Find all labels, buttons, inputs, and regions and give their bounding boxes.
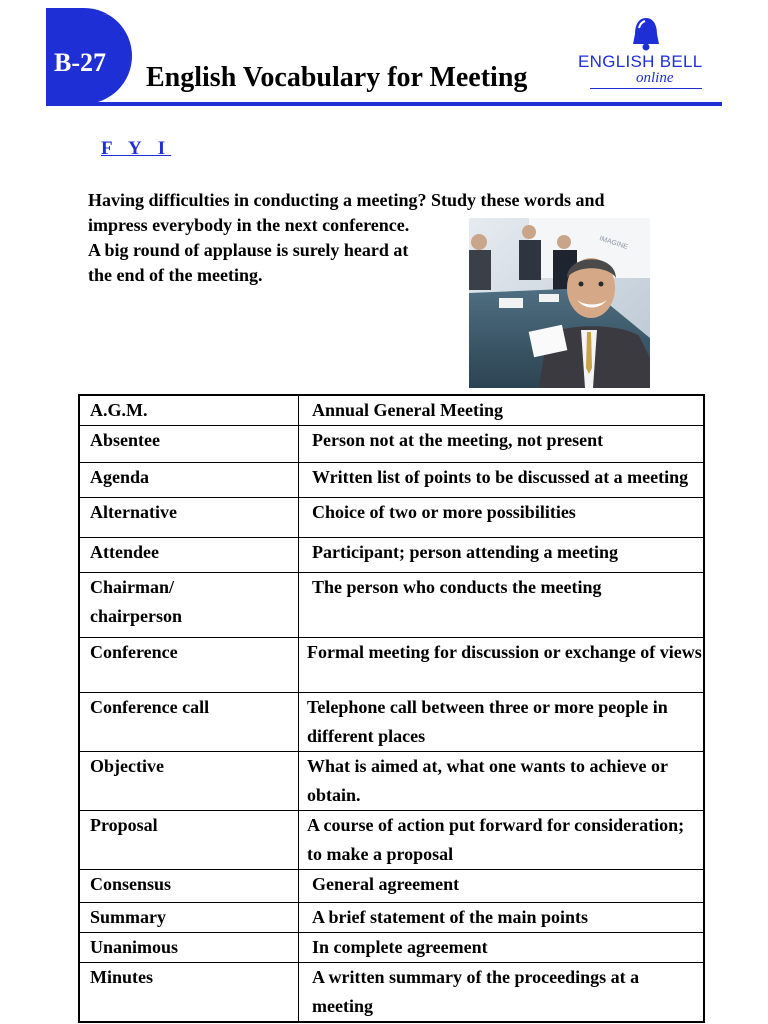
term-cell: Conference call: [79, 693, 299, 752]
term-cell: Consensus: [79, 870, 299, 903]
term-cell: Absentee: [79, 426, 299, 463]
meeting-photo: [469, 218, 650, 388]
title-underline: [46, 102, 722, 106]
definition-cell: Telephone call between three or more people in different places: [299, 693, 705, 752]
logo-underline: [590, 88, 702, 89]
table-row: [79, 870, 704, 903]
intro-line: Having difficulties in conducting a meeting? Study these words and: [88, 190, 605, 210]
definition-cell: A brief statement of the main points: [299, 903, 705, 933]
definition-cell: A course of action put forward for consideration; to make a proposal: [299, 811, 705, 870]
definition-cell: Formal meeting for discussion or exchange of views: [299, 638, 705, 693]
lesson-code: B-27: [54, 48, 106, 77]
table-row: [79, 538, 704, 573]
intro-line: the end of the meeting.: [88, 265, 263, 285]
term-cell: Summary: [79, 903, 299, 933]
table-row: [79, 638, 704, 693]
table-row: [79, 752, 704, 811]
logo-sub-text: online: [636, 70, 674, 86]
table-row: [79, 903, 704, 933]
definition-cell: Choice of two or more possibilities: [299, 498, 705, 538]
term-cell: Chairman/ chairperson: [79, 573, 299, 638]
term-cell: Alternative: [79, 498, 299, 538]
table-row: [79, 963, 704, 1023]
fyi-heading: F Y I: [101, 138, 172, 159]
term-cell: Attendee: [79, 538, 299, 573]
definition-cell: Person not at the meeting, not present: [299, 426, 705, 463]
definition-cell: A written summary of the proceedings at a meeting: [299, 963, 705, 1023]
english-bell-logo: [570, 12, 720, 92]
definition-cell: Written list of points to be discussed at a meeting: [299, 463, 705, 498]
table-row: [79, 395, 704, 426]
term-cell: Objective: [79, 752, 299, 811]
definition-cell: Participant; person attending a meeting: [299, 538, 705, 573]
table-row: [79, 498, 704, 538]
intro-line: impress everybody in the next conference.: [88, 215, 410, 235]
definition-cell: In complete agreement: [299, 933, 705, 963]
logo-brand-text: ENGLISH BELL: [578, 52, 703, 71]
table-row: [79, 933, 704, 963]
definition-cell: General agreement: [299, 870, 705, 903]
term-cell: Proposal: [79, 811, 299, 870]
term-cell: Unanimous: [79, 933, 299, 963]
intro-line: A big round of applause is surely heard at: [88, 240, 409, 260]
table-row: [79, 426, 704, 463]
page-title: English Vocabulary for Meeting: [146, 62, 528, 93]
table-row: [79, 811, 704, 870]
vocabulary-table: [78, 394, 705, 1023]
table-row: [79, 573, 704, 638]
table-row: [79, 463, 704, 498]
bell-icon: [626, 14, 666, 54]
svg-text:IMAGINE: IMAGINE: [598, 235, 629, 252]
table-row: [79, 693, 704, 752]
term-cell: A.G.M.: [79, 395, 299, 426]
term-cell: Minutes: [79, 963, 299, 1023]
term-cell: Conference: [79, 638, 299, 693]
lesson-badge: [46, 8, 132, 104]
definition-cell: What is aimed at, what one wants to achieve or obtain.: [299, 752, 705, 811]
definition-cell: The person who conducts the meeting: [299, 573, 705, 638]
term-cell: Agenda: [79, 463, 299, 498]
definition-cell: Annual General Meeting: [299, 395, 705, 426]
